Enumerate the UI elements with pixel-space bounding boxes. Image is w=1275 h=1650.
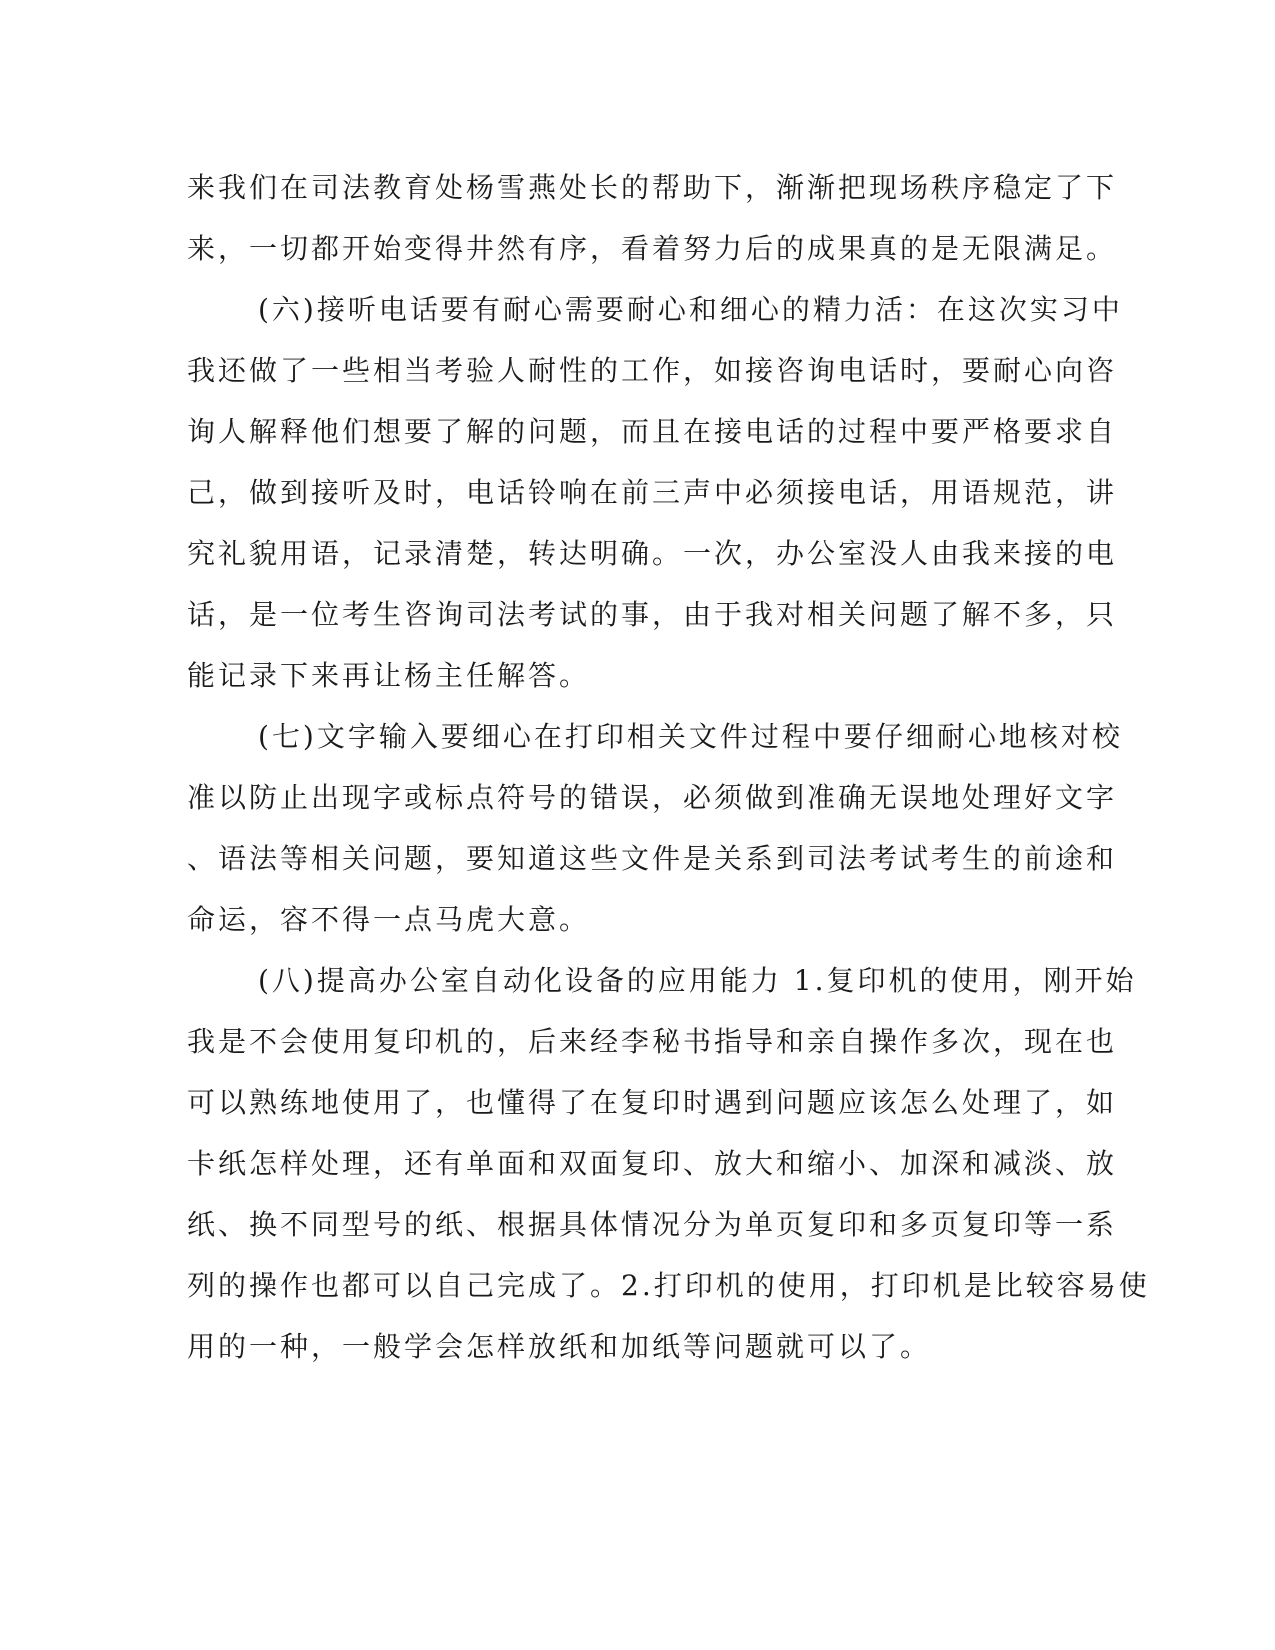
- text-line: 用的一种，一般学会怎样放纸和加纸等问题就可以了。: [187, 1330, 932, 1363]
- paragraph-eight-heading-line: (八)提高办公室自动化设备的应用能力 1.复印机的使用，刚开始: [258, 964, 1137, 997]
- text-line: 来我们在司法教育处杨雪燕处长的帮助下，渐渐把现场秩序稳定了下: [187, 171, 1118, 204]
- body-text: [187, 157, 1150, 1377]
- text-line: 询人解释他们想要了解的问题，而且在接电话的过程中要严格要求自: [187, 415, 1118, 448]
- text-line: 我是不会使用复印机的，后来经李秘书指导和亲自操作多次，现在也: [187, 1025, 1118, 1058]
- text-line: 命运，容不得一点马虎大意。: [187, 903, 591, 936]
- text-line: 能记录下来再让杨主任解答。: [187, 659, 591, 692]
- text-line: 究礼貌用语，记录清楚，转达明确。一次，办公室没人由我来接的电: [187, 537, 1118, 570]
- paragraph-seven-heading-line: (七)文字输入要细心在打印相关文件过程中要仔细耐心地核对校: [258, 720, 1123, 753]
- paragraph-six-heading-line: (六)接听电话要有耐心需要耐心和细心的精力活：在这次实习中: [258, 293, 1123, 326]
- text-line: 纸、换不同型号的纸、根据具体情况分为单页复印和多页复印等一系: [187, 1208, 1118, 1241]
- text-line: 可以熟练地使用了，也懂得了在复印时遇到问题应该怎么处理了，如: [187, 1086, 1118, 1119]
- text-line: 列的操作也都可以自己完成了。2.打印机的使用，打印机是比较容易使: [187, 1269, 1150, 1302]
- text-line: 话，是一位考生咨询司法考试的事，由于我对相关问题了解不多，只: [187, 598, 1118, 631]
- text-line: 、语法等相关问题，要知道这些文件是关系到司法考试考生的前途和: [187, 842, 1118, 875]
- text-line: 来，一切都开始变得井然有序，看着努力后的成果真的是无限满足。: [187, 232, 1118, 265]
- text-line: 卡纸怎样处理，还有单面和双面复印、放大和缩小、加深和减淡、放: [187, 1147, 1118, 1180]
- text-line: 我还做了一些相当考验人耐性的工作，如接咨询电话时，要耐心向咨: [187, 354, 1118, 387]
- text-line: 准以防止出现字或标点符号的错误，必须做到准确无误地处理好文字: [187, 781, 1118, 814]
- text-line: 己，做到接听及时，电话铃响在前三声中必须接电话，用语规范，讲: [187, 476, 1118, 509]
